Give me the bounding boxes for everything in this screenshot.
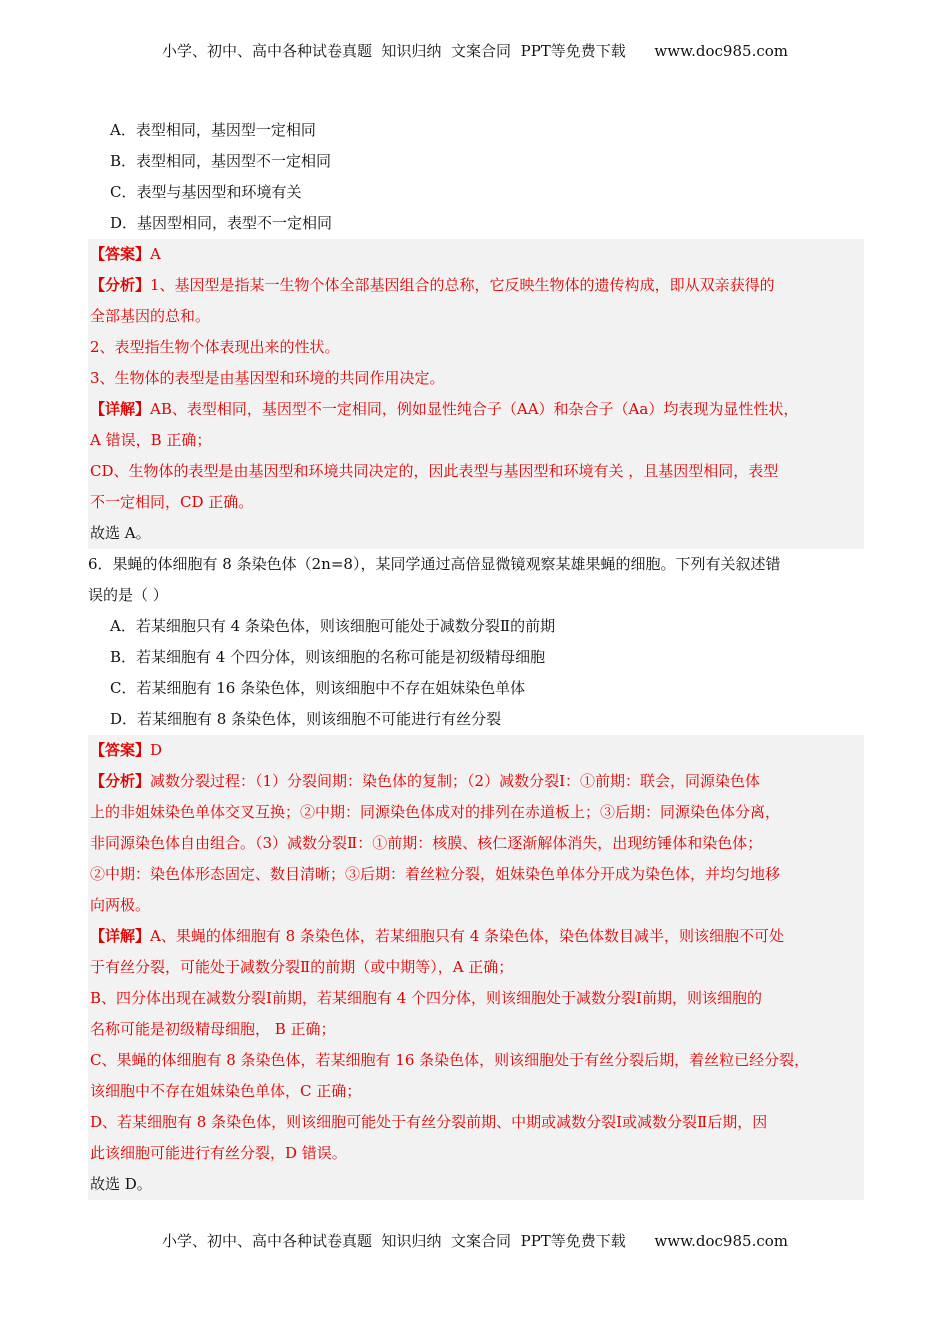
q5-option-b: B．表型相同，基因型不一定相同	[110, 152, 332, 170]
q6-answer-tag: 【答案】	[90, 741, 151, 759]
q6-answer-block	[88, 735, 864, 1200]
page-footer: 小学、初中、高中各种试卷真题 知识归纳 文案合同 PPT等免费下载 www.doc985.com	[161, 1232, 788, 1250]
q5-detail-line: A 错误，B 正确；	[90, 431, 212, 449]
q5-analysis-line: 3、生物体的表型是由基因型和环境的共同作用决定。	[90, 369, 445, 387]
q6-option-c: C．若某细胞有 16 条染色体，则该细胞中不存在姐妹染色单体	[110, 679, 526, 697]
q6-stem-line: 6．果蝇的体细胞有 8 条染色体（2n=8），某同学通过高倍显微镜观察某雄果蝇的细胞。下列有关叙述错	[88, 555, 781, 573]
q6-analysis-line: ②中期：染色体形态固定、数目清晰；③后期：着丝粒分裂，姐妹染色单体分开成为染色体，并均匀地移	[90, 865, 781, 883]
q6-detail-line: C、果蝇的体细胞有 8 条染色体，若某细胞有 16 条染色体，则该细胞处于有丝分裂后期，着丝粒已经分裂，	[90, 1051, 810, 1069]
q6-option-d: D．若某细胞有 8 条染色体，则该细胞不可能进行有丝分裂	[110, 710, 502, 728]
q5-detail-line: 不一定相同，CD 正确。	[90, 493, 254, 511]
q6-stem-line: 误的是（ ）	[88, 586, 168, 604]
q6-analysis-line: 减数分裂过程：（1）分裂间期：染色体的复制；（2）减数分裂Ⅰ：①前期：联会，同源染色体	[150, 772, 761, 790]
page-header: 小学、初中、高中各种试卷真题 知识归纳 文案合同 PPT等免费下载 www.doc985.com	[161, 42, 788, 60]
q6-detail-line: 该细胞中不存在姐妹染色单体，C 正确；	[90, 1082, 362, 1100]
q6-analysis-line: 非同源染色体自由组合。（3）减数分裂Ⅱ：①前期：核膜、核仁逐渐解体消失，出现纺锤体和染色体；	[90, 834, 763, 852]
q6-detail-tag: 【详解】	[90, 927, 151, 945]
q5-option-a: A．表型相同，基因型一定相同	[110, 121, 316, 139]
q6-analysis-tag: 【分析】	[90, 772, 151, 790]
q6-detail-line: 于有丝分裂，可能处于减数分裂Ⅱ的前期（或中期等），A 正确；	[90, 958, 514, 976]
q5-conclusion: 故选 A。	[90, 524, 151, 542]
q5-option-c: C．表型与基因型和环境有关	[110, 183, 302, 201]
q5-analysis-line: 1、基因型是指某一生物个体全部基因组合的总称，它反映生物体的遗传构成，即从双亲获得的	[150, 276, 775, 294]
q6-analysis-line: 向两极。	[90, 896, 151, 914]
q6-conclusion: 故选 D。	[90, 1175, 152, 1193]
q5-answer-tag: 【答案】	[90, 245, 151, 263]
q6-answer-value: D	[150, 741, 163, 759]
q6-detail-line: B、四分体出现在减数分裂Ⅰ前期，若某细胞有 4 个四分体，则该细胞处于减数分裂Ⅰ前期，则该细胞的	[90, 989, 762, 1007]
q5-answer-block	[88, 239, 864, 549]
q6-detail-line: 名称可能是初级精母细胞， B 正确；	[90, 1020, 336, 1038]
q6-option-b: B．若某细胞有 4 个四分体，则该细胞的名称可能是初级精母细胞	[110, 648, 546, 666]
q5-analysis-line: 2、表型指生物个体表现出来的性状。	[90, 338, 340, 356]
q6-detail-line: A、果蝇的体细胞有 8 条染色体，若某细胞只有 4 条染色体，染色体数目减半，则该细胞不可处	[150, 927, 785, 945]
q6-option-a: A．若某细胞只有 4 条染色体，则该细胞可能处于减数分裂Ⅱ的前期	[110, 617, 556, 635]
document-body	[88, 115, 864, 1200]
q6-detail-line: D、若某细胞有 8 条染色体，则该细胞可能处于有丝分裂前期、中期或减数分裂Ⅰ或减数分裂Ⅱ后期，因	[90, 1113, 768, 1131]
q5-detail-line: AB、表型相同，基因型不一定相同，例如显性纯合子（AA）和杂合子（Aa）均表现为显性性状，	[150, 400, 799, 418]
q6-analysis-line: 上的非姐妹染色单体交叉互换；②中期：同源染色体成对的排列在赤道板上；③后期：同源染色体分离，	[90, 803, 781, 821]
q5-analysis-tag: 【分析】	[90, 276, 151, 294]
q6-detail-line: 此该细胞可能进行有丝分裂，D 错误。	[90, 1144, 347, 1162]
q5-option-d: D．基因型相同，表型不一定相同	[110, 214, 333, 232]
q5-answer-value: A	[150, 245, 161, 263]
q5-detail-tag: 【详解】	[90, 400, 151, 418]
q5-detail-line: CD、生物体的表型是由基因型和环境共同决定的，因此表型与基因型和环境有关 ，且基因型相同，表型	[90, 462, 779, 480]
q5-analysis-line: 全部基因的总和。	[90, 307, 211, 325]
